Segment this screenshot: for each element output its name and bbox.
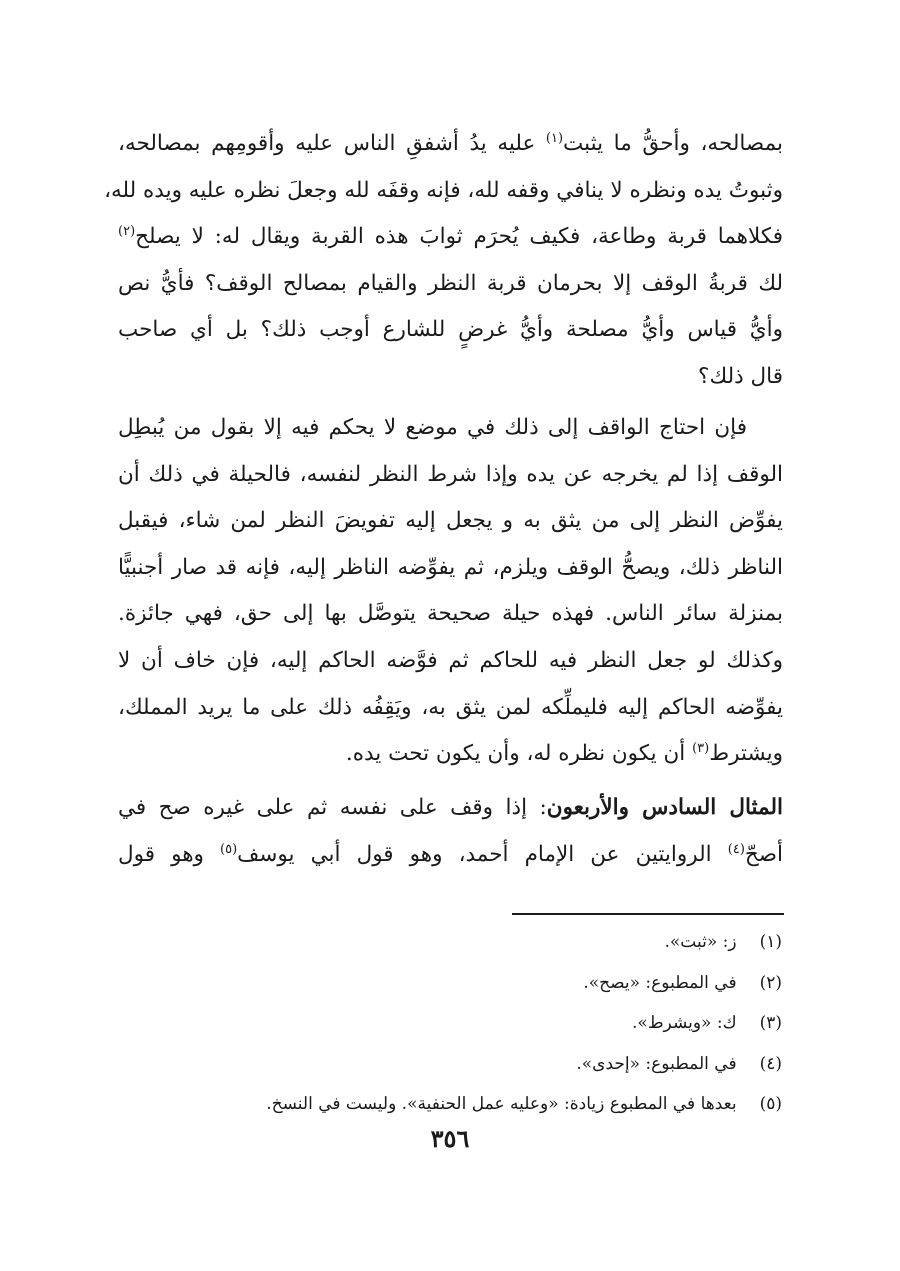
footnote-item bbox=[117, 1003, 782, 1044]
footnote-number: (٣) bbox=[759, 1013, 782, 1033]
text-line: فكلاهما قربة وطاعة، فكيف يُحرَم ثوابَ هذه القربة ويقال له: لا يصلح$^{(٢)}$ bbox=[118, 224, 783, 250]
section-heading: المثال السادس والأربعون bbox=[546, 795, 783, 820]
footnote-number: (٥) bbox=[759, 1094, 782, 1114]
footnote-text: في المطبوع: «يصح». bbox=[583, 972, 737, 993]
footnote-text: بعدها في المطبوع زيادة: «وعليه عمل الحنفية». وليست في النسخ. bbox=[266, 1094, 737, 1114]
footnotes-list bbox=[117, 922, 782, 1125]
text-line: يفوِّضه الحاكم إليه فليملِّكه لمن يثق به، ويَقِفُه ذلك على ما يريد المملك، bbox=[118, 694, 783, 720]
footnote-ref-3[interactable]: (٣) bbox=[692, 741, 710, 756]
footnote-number: (٤) bbox=[759, 1053, 782, 1074]
footnote-number: (١) bbox=[759, 932, 782, 952]
footnote-item bbox=[117, 1084, 782, 1125]
footnote-ref-5[interactable]: (٥) bbox=[220, 841, 238, 857]
footnote-ref-4[interactable]: (٤) bbox=[727, 841, 745, 857]
footnote-item bbox=[117, 963, 782, 1004]
text-line: الوقف إذا لم يخرجه عن يده وإذا شرط النظر لنفسه، فالحيلة في ذلك أن bbox=[118, 461, 783, 487]
footnote-text: ك: «ويشرط». bbox=[632, 1013, 737, 1033]
text-line: يفوِّض النظر إلى من يثق به و يجعل إليه تفويضَ النظر لمن شاء، فيقبل bbox=[118, 508, 783, 534]
footnote-item bbox=[117, 922, 782, 963]
text-line: لك قربةُ الوقف إلا بحرمان قربة النظر والقيام بمصالح الوقف؟ فأيُّ نص bbox=[118, 270, 783, 296]
footnote-text: في المطبوع: «إحدى». bbox=[576, 1053, 737, 1074]
text-line: فإن احتاج الواقف إلى ذلك في موضع لا يحكم فيه إلا بقول من يُبطِل bbox=[118, 415, 747, 440]
text-line: الناظر ذلك، ويصحُّ الوقف ويلزم، ثم يفوِّضه الناظر إليه، فإنه قد صار أجنبيًّا bbox=[118, 554, 783, 580]
footnote-ref-1[interactable]: (١) bbox=[545, 130, 564, 146]
footnote-item bbox=[117, 1044, 782, 1085]
paragraph-1-text bbox=[104, 121, 783, 401]
paragraph-3 bbox=[118, 785, 783, 878]
footnote-number: (٢) bbox=[759, 972, 782, 993]
footnote-divider bbox=[512, 913, 784, 915]
text-line: أصحّ$^{(٤)}$ الروايتين عن الإمام أحمد، وهو قول أبي يوسف$^{(٥)}$ وهو قول bbox=[118, 841, 783, 867]
text-line: ويشترط$^{(٣)}$ أن يكون نظره له، وأن يكون تحت يده. bbox=[345, 741, 783, 767]
text-line: بمصالحه، وأحقُّ ما يثبت$^{(١)}$ عليه يدُ أشفقِ الناس عليه وأقومِهم بمصالحه، bbox=[118, 130, 783, 156]
text-line: وأيُّ قياس وأيُّ مصلحة وأيُّ غرضٍ للشارع أوجب ذلك؟ بل أي صاحب bbox=[118, 317, 783, 343]
text-line: بمنزلة سائر الناس. فهذه حيلة صحيحة يتوصَّل بها إلى حق، فهي جائزة. bbox=[118, 601, 783, 627]
text-line: وثبوتُ يده ونظره لا ينافي وقفه لله، فإنه وقفَه لله وجعلَ نظره عليه ويده لله، bbox=[104, 177, 783, 203]
paragraph-3-text bbox=[118, 785, 783, 878]
footnote-text: ز: «ثبت». bbox=[664, 932, 737, 952]
text-line: قال ذلك؟ bbox=[698, 363, 783, 389]
footnote-ref-2[interactable]: (٢) bbox=[118, 224, 136, 240]
paragraph-2 bbox=[118, 405, 783, 778]
paragraph-2-text bbox=[118, 405, 783, 778]
page-number: ٣٥٦ bbox=[430, 1124, 470, 1153]
paragraph-1 bbox=[104, 121, 783, 401]
text-line: المثال السادس والأربعون: إذا وقف على نفسه ثم على غيره صح في bbox=[118, 795, 783, 820]
text-line: وكذلك لو جعل النظر فيه للحاكم ثم فوَّضه الحاكم إليه، فإن خاف أن لا bbox=[118, 647, 783, 673]
